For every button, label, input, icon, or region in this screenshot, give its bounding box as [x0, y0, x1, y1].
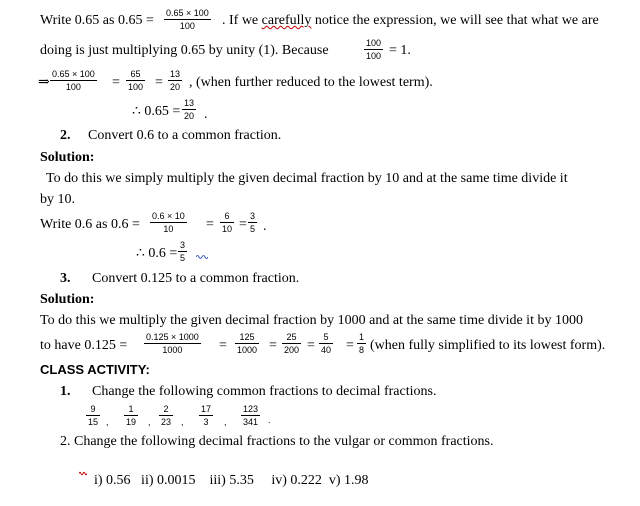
denominator: 100	[50, 80, 97, 93]
denominator: 10	[222, 224, 233, 234]
denominator: 20	[184, 111, 195, 121]
question-2-text-value: Convert 0.6 to a common fraction.	[88, 128, 282, 143]
equals-symbol: =	[346, 338, 354, 353]
numerator: 3	[250, 211, 256, 221]
period-symbol: .	[204, 107, 208, 122]
solution-heading-text: Solution:	[40, 292, 95, 307]
denominator: 40	[321, 345, 332, 355]
numerator: 0.125 × 1000	[146, 332, 199, 342]
period	[263, 218, 267, 235]
paragraph-by-10-text: by 10.	[40, 192, 75, 207]
equals-symbol: =	[269, 338, 277, 353]
question-3-text	[92, 270, 299, 287]
implies-arrow	[38, 74, 50, 91]
text-multiplying-unity: doing is just multiplying 0.65 by unity (1). Because	[40, 43, 329, 58]
fraction-3-over-5-b	[178, 240, 187, 264]
denominator: 19	[126, 417, 137, 427]
equals-sign	[239, 216, 247, 233]
comma	[106, 414, 109, 431]
numerator: 125	[239, 332, 255, 342]
comma	[224, 414, 227, 431]
line-write-06	[40, 216, 140, 233]
equals-sign	[112, 74, 120, 91]
line-therefore-065	[132, 103, 180, 120]
denominator: 5	[250, 224, 256, 234]
question-2-text	[88, 127, 281, 144]
denominator: 23	[161, 417, 172, 427]
text-fully-simplified	[370, 337, 605, 354]
denominator: 5	[180, 253, 186, 263]
fraction-13-over-20	[168, 69, 182, 93]
period-symbol: .	[268, 415, 271, 425]
line-multiplying-unity	[40, 42, 329, 59]
fraction-125-over-1000	[235, 332, 259, 356]
text-write-06: Write 0.6 as 0.6 =	[40, 217, 140, 232]
equals-sign	[155, 74, 163, 91]
activity-fraction-123-over-341	[241, 404, 260, 428]
numerator: 2	[163, 404, 169, 414]
activity-2-items	[80, 455, 369, 506]
question-3-text-value: Convert 0.125 to a common fraction.	[92, 271, 300, 286]
numerator: 3	[180, 240, 186, 250]
comma-symbol: ,	[106, 417, 109, 427]
fraction-065x100-over-100-b	[50, 69, 97, 93]
activity-1	[60, 383, 71, 400]
numerator: 0.65 × 100	[166, 8, 209, 18]
spellcheck-squiggle-icon	[79, 471, 87, 476]
numerator: 17	[201, 404, 212, 414]
question-number: 2.	[60, 128, 71, 143]
fraction-0125x1000-over-1000	[144, 332, 201, 356]
fraction-3-over-5	[248, 211, 257, 235]
line-to-have-0125	[40, 337, 127, 354]
text-carefully: carefully	[261, 13, 312, 28]
text-equals-one-value: = 1.	[389, 43, 411, 58]
equals-symbol: =	[239, 217, 247, 232]
denominator: 100	[164, 19, 211, 32]
numerator: 9	[90, 404, 96, 414]
period	[204, 106, 208, 123]
numerator: 6	[224, 211, 230, 221]
solution-heading-text: Solution:	[40, 150, 95, 165]
text-equals-one	[389, 42, 411, 59]
text-notice-expression: notice the expression, we will see that what we are	[311, 13, 599, 28]
numerator: 65	[130, 69, 141, 79]
equals-symbol: =	[219, 338, 227, 353]
denominator: 20	[170, 82, 181, 92]
fraction-65-over-100	[126, 69, 145, 93]
equals-symbol: =	[155, 75, 163, 90]
fraction-25-over-200	[282, 332, 301, 356]
fraction-6-over-10	[220, 211, 234, 235]
denominator: 8	[359, 345, 365, 355]
denominator: 341	[243, 417, 259, 427]
comma-symbol: ,	[148, 417, 151, 427]
text-to-have-0125: to have 0.125 =	[40, 338, 128, 353]
spellcheck-squiggle-icon	[196, 254, 208, 260]
comma	[148, 414, 151, 431]
activity-fraction-1-over-19	[124, 404, 138, 428]
fraction-1-over-8	[357, 332, 366, 356]
paragraph-multiply-by-10-text: To do this we simply multiply the given decimal fraction by 10 and at the same time divide it	[46, 171, 568, 186]
comma-symbol: ,	[224, 417, 227, 427]
activity-2-items-text: i) 0.56 ii) 0.0015 iii) 5.35 iv) 0.222 v) 1.98	[94, 473, 369, 488]
class-activity-heading-text: CLASS ACTIVITY:	[40, 362, 150, 377]
activity-number: 1.	[60, 384, 71, 399]
equals-sign	[269, 337, 277, 354]
denominator: 10	[150, 222, 187, 235]
question-number: 3.	[60, 271, 71, 286]
question-3	[60, 270, 71, 287]
period-symbol: .	[263, 219, 267, 234]
comma-symbol: ,	[181, 417, 184, 427]
activity-1-text-value: Change the following common fractions to decimal fractions.	[92, 384, 437, 399]
equals-symbol: =	[112, 75, 120, 90]
paragraph-multiply-by-1000	[40, 312, 583, 329]
equals-sign	[219, 337, 227, 354]
numerator: 123	[243, 404, 259, 414]
comma	[181, 414, 184, 431]
numerator: 0.6 × 10	[152, 211, 185, 221]
denominator: 200	[284, 345, 300, 355]
numerator: 25	[286, 332, 297, 342]
activity-2-text-value: 2. Change the following decimal fractions to the vulgar or common fractions.	[60, 434, 494, 449]
numerator: 13	[170, 69, 181, 79]
activity-2-text	[60, 433, 494, 450]
solution-heading	[40, 291, 94, 308]
equals-symbol: =	[307, 338, 315, 353]
fraction-100-over-100	[364, 38, 383, 62]
text-further-reduced-value: , (when further reduced to the lowest term).	[189, 75, 433, 90]
line-write-065	[40, 12, 154, 29]
activity-fraction-9-over-15	[86, 404, 100, 428]
paragraph-multiply-by-10	[46, 170, 568, 187]
text-therefore-065: ∴ 0.65 =	[132, 104, 181, 119]
fraction-065x100-over-100	[164, 8, 211, 32]
solution-heading	[40, 149, 94, 166]
text-if-we: . If we	[222, 13, 262, 28]
activity-fraction-17-over-3	[199, 404, 213, 428]
denominator: 3	[199, 415, 213, 428]
question-2	[60, 127, 71, 144]
text-fully-simplified-value: (when fully simplified to its lowest form).	[370, 338, 606, 353]
text-further-reduced	[189, 74, 433, 91]
numerator: 1	[128, 404, 134, 414]
denominator: 1000	[144, 343, 201, 356]
equals-symbol: =	[206, 217, 214, 232]
numerator: 0.65 × 100	[52, 69, 95, 79]
denominator: 100	[366, 51, 382, 61]
period	[268, 412, 271, 429]
implies-arrow-symbol: ⇒	[38, 75, 50, 90]
denominator: 100	[128, 82, 144, 92]
numerator: 13	[184, 98, 195, 108]
fraction-13-over-20-b	[182, 98, 196, 122]
fraction-06x10-over-10	[150, 211, 187, 235]
text-therefore-06: ∴ 0.6 =	[136, 246, 178, 261]
line-therefore-06	[136, 245, 177, 262]
equals-sign	[307, 337, 315, 354]
denominator: 1000	[237, 345, 258, 355]
text-write-065: Write 0.65 as 0.65 =	[40, 13, 154, 28]
equals-sign	[206, 216, 214, 233]
numerator: 100	[366, 38, 382, 48]
numerator: 5	[323, 332, 329, 342]
activity-fraction-2-over-23	[159, 404, 173, 428]
paragraph-multiply-by-1000-text: To do this we multiply the given decimal fraction by 1000 and at the same time divide it by 1000	[40, 313, 583, 328]
numerator: 1	[359, 332, 365, 342]
equals-sign	[346, 337, 354, 354]
paragraph-by-10	[40, 191, 75, 208]
denominator: 15	[88, 417, 99, 427]
fraction-5-over-40	[319, 332, 333, 356]
line-carefully-notice	[222, 12, 599, 29]
class-activity-heading	[40, 361, 150, 378]
activity-1-text	[92, 383, 436, 400]
